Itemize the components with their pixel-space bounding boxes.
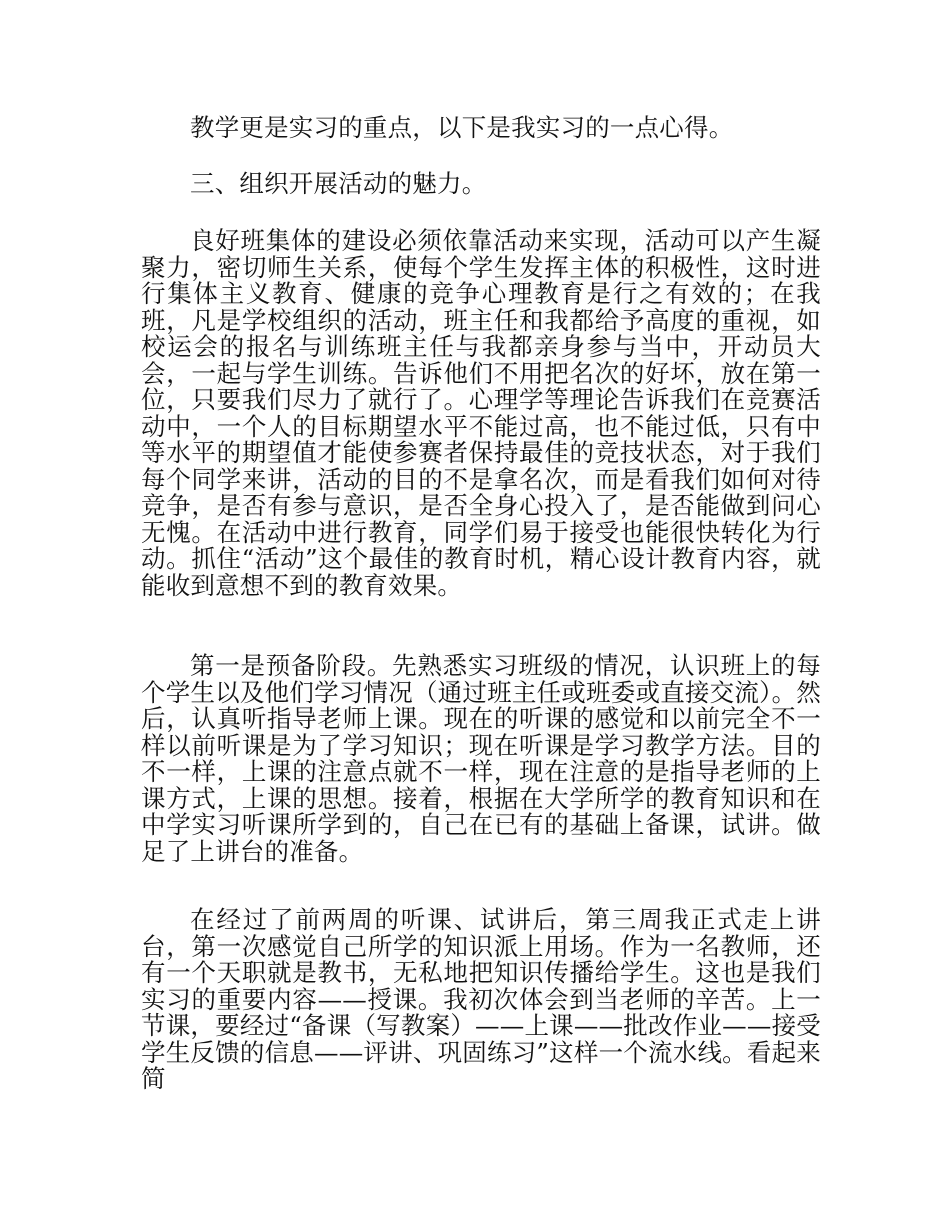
- intro-tail-line: 教学更是实习的重点，以下是我实习的一点心得。: [190, 113, 734, 142]
- paragraph-activities-block: [141, 228, 821, 599]
- section-heading: 三、组织开展活动的魅力。: [190, 169, 487, 198]
- paragraph-preparation-block: [141, 653, 821, 865]
- intro-line-block: [141, 115, 821, 142]
- paragraph-teaching: 在经过了前两周的听课、试讲后，第三周我正式走上讲台，第一次感觉自己所学的知识派上用场。作为一名教师，还有一个天职就是教书，无私地把知识传播给学生。这也是我们实习的重要内容——授课。我初次体会到当老师的辛苦。上一节课，要经过“备课（写教案）——上课——批改作业——接受学生反馈的信息——评讲、巩固练习”这样一个流水线。看起来简: [141, 905, 821, 1093]
- paragraph-teaching-block: [141, 907, 821, 1093]
- section-heading-block: [141, 171, 821, 198]
- paragraph-activities: 良好班集体的建设必须依靠活动来实现，活动可以产生凝聚力，密切师生关系，使每个学生发挥主体的积极性，这时进行集体主义教育、健康的竞争心理教育是行之有效的；在我班，凡是学校组织的活动，班主任和我都给予高度的重视，如校运会的报名与训练班主任与我都亲身参与当中，开动员大会，一起与学生训练。告诉他们不用把名次的好坏，放在第一位，只要我们尽力了就行了。心理学等理论告诉我们在竞赛活动中，一个人的目标期望水平不能过高，也不能过低，只有中等水平的期望值才能使参赛者保持最佳的竞技状态，对于我们每个同学来讲，活动的目的不是拿名次，而是看我们如何对待竞争，是否有参与意识，是否全身心投入了，是否能做到问心无愧。在活动中进行教育，同学们易于接受也能很快转化为行动。抓住“活动”这个最佳的教育时机，精心设计教育内容，就能收到意想不到的教育效果。: [141, 226, 821, 600]
- paragraph-preparation: 第一是预备阶段。先熟悉实习班级的情况，认识班上的每个学生以及他们学习情况（通过班主任或班委或直接交流）。然后，认真听指导老师上课。现在的听课的感觉和以前完全不一样以前听课是为了学习知识；现在听课是学习教学方法。目的不一样，上课的注意点就不一样，现在注意的是指导老师的上课方式，上课的思想。接着，根据在大学所学的教育知识和在中学实习听课所学到的，自己在已有的基础上备课，试讲。做足了上讲台的准备。: [141, 651, 821, 866]
